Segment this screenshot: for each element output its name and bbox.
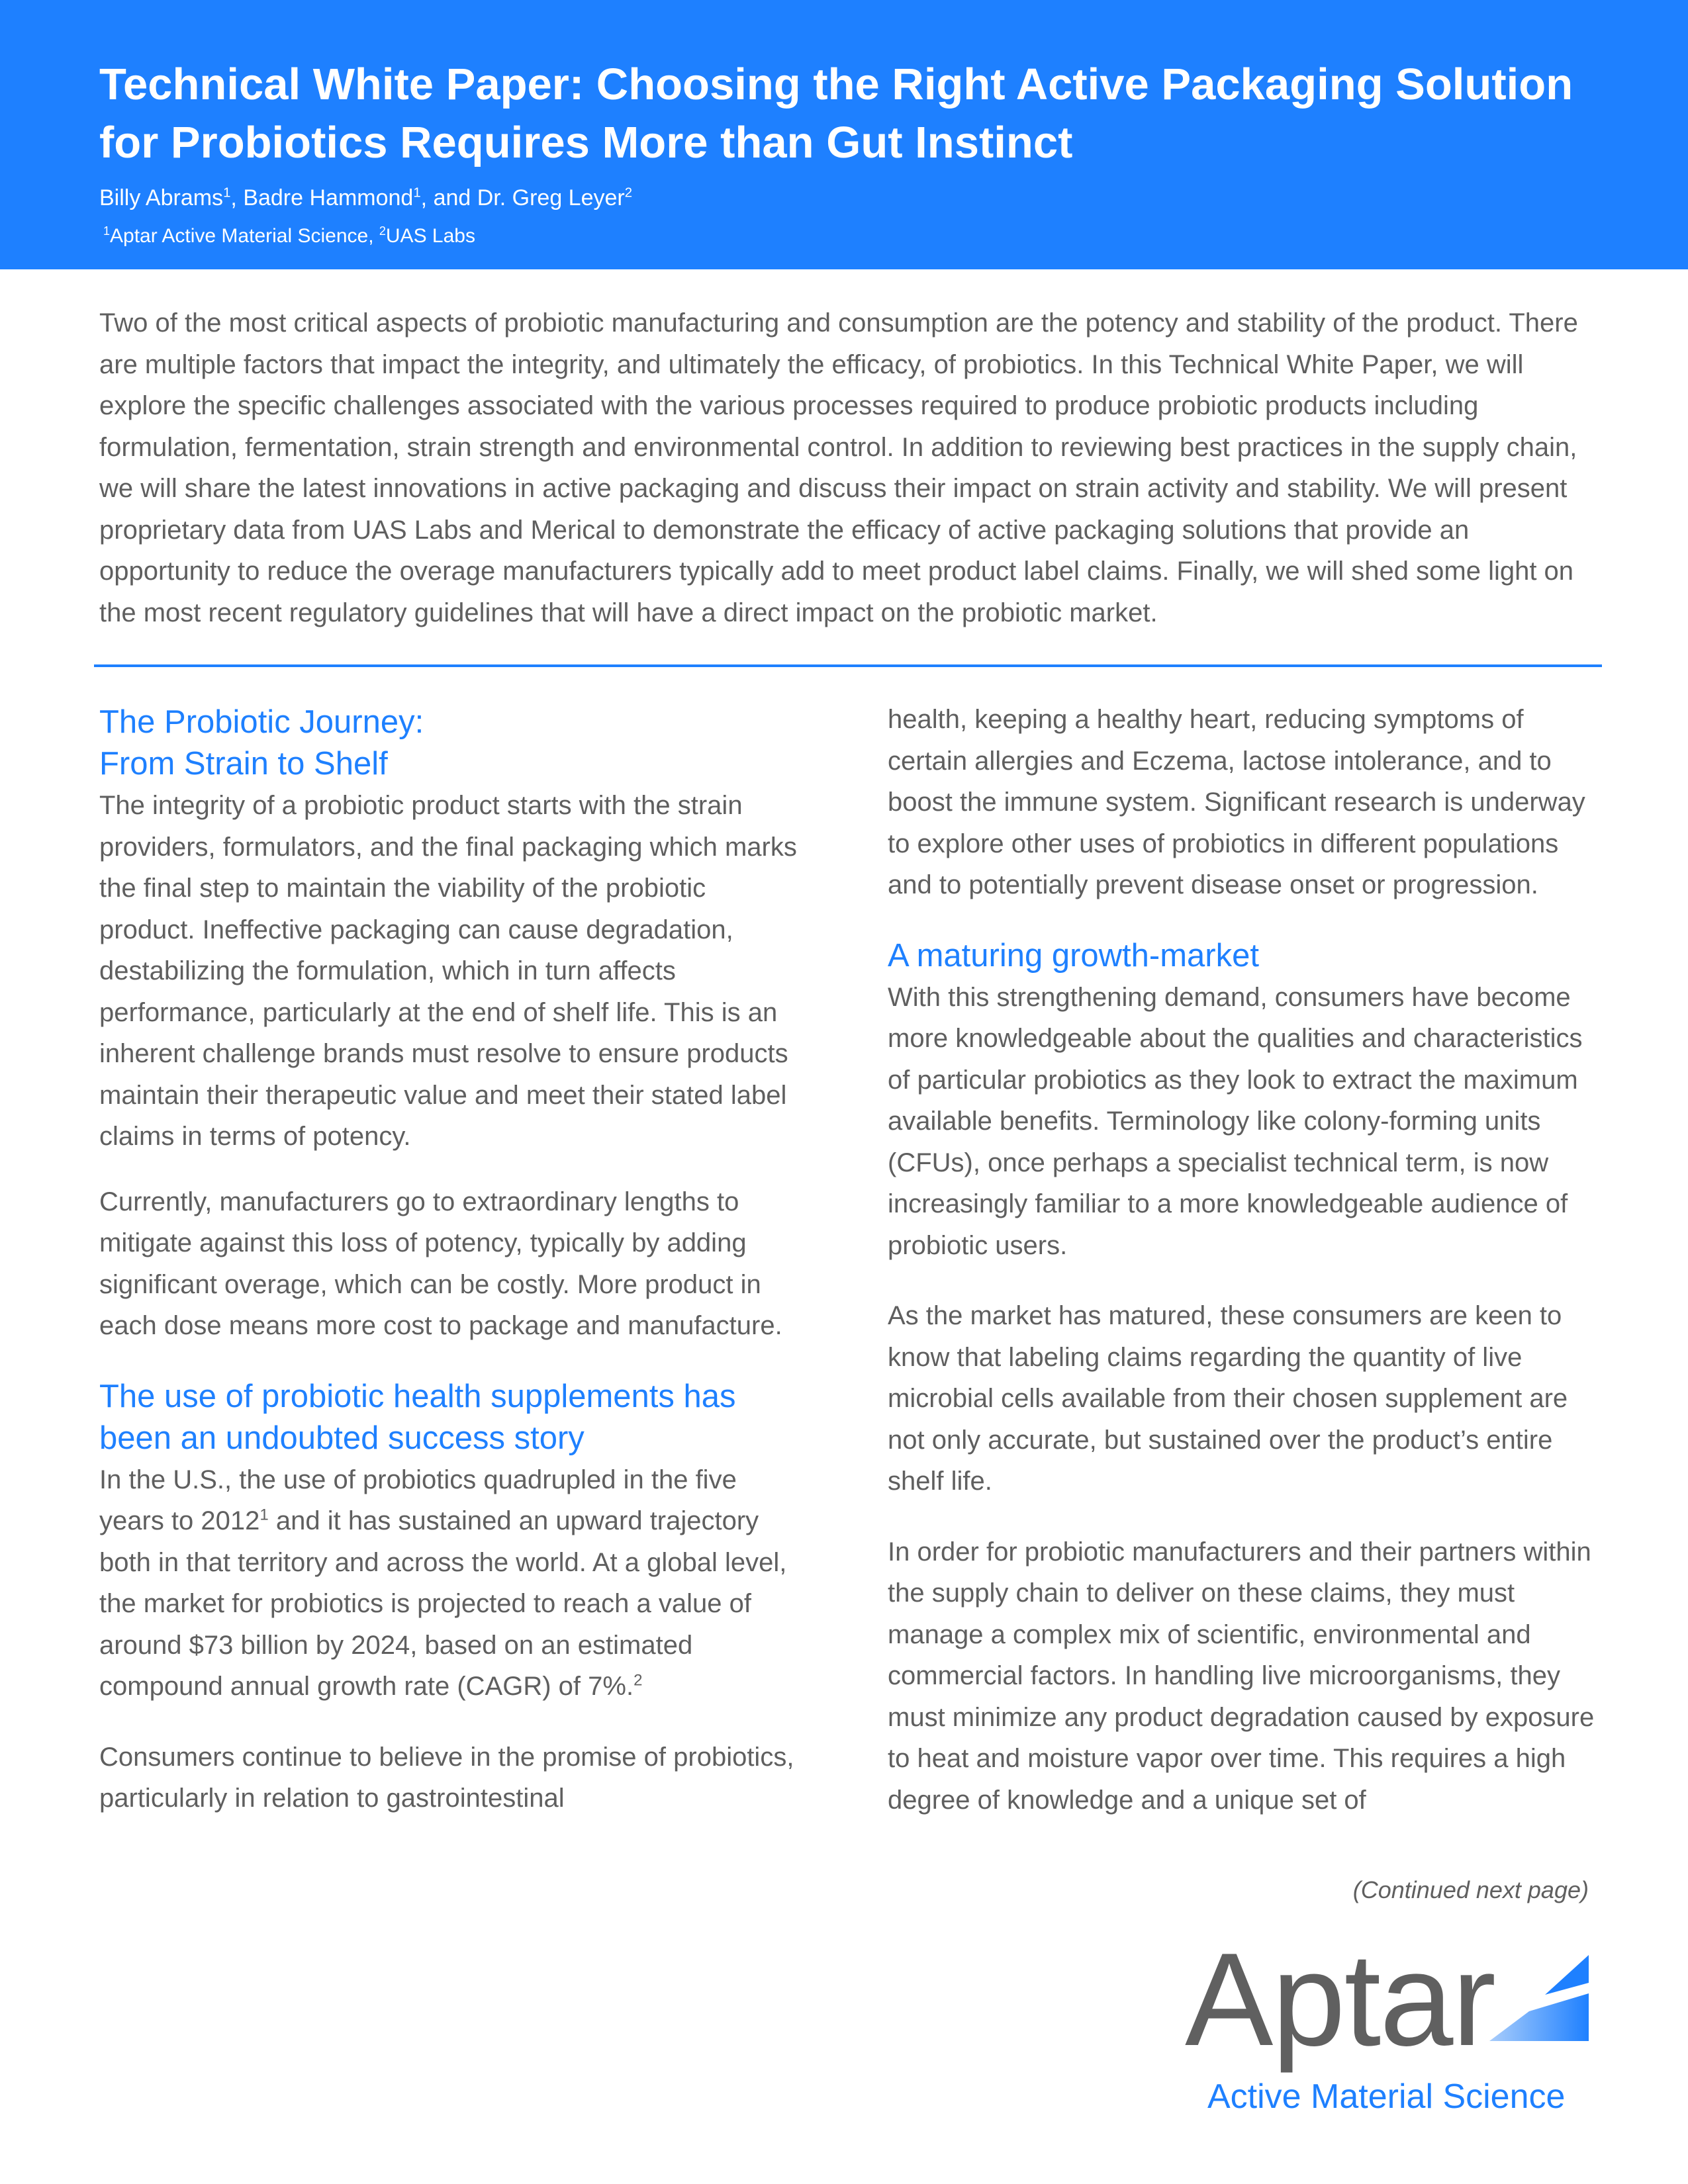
section-divider <box>94 664 1602 667</box>
logo-tagline: Active Material Science <box>1207 2077 1566 2116</box>
body-paragraph: As the market has matured, these consumers are keen to know that labeling claims regarding the quantity of live microbial cells available from their chosen supplement are not only accurate, but sustained over the product’s entire shelf life. <box>888 1301 1568 1496</box>
body-text: and it has sustained an upward trajectory both in that territory and across the world. At a global level, the market for probiotics is projected to reach a value of around $73 billion by 2024, based on an estimated compound annual growth rate (CAGR) of 7%. <box>99 1506 787 1701</box>
author-separator: , <box>230 185 244 210</box>
body-paragraph: With this strengthening demand, consumers have become more knowledgeable about the qualities and characteristics of particular probiotics as they look to extract the maximum available benefits. Terminology like colony-forming units (CFUs), once perhaps a specialist technical term, is now increasingly familiar to a more knowledgeable audience of probiotic users. <box>888 982 1583 1260</box>
body-paragraph: Consumers continue to believe in the promise of probiotics, particularly in relation to gastrointestinal <box>99 1742 794 1813</box>
author-name: Billy Abrams <box>99 185 224 210</box>
body-paragraph <box>99 1459 801 1707</box>
document-title: Technical White Paper: Choosing the Right Active Packaging Solution for Probiotics Requires More than Gut Instinct <box>99 60 1573 167</box>
aptar-wedge-icon <box>1489 1955 1589 2041</box>
body-text: In the U.S., the use of probiotics quadrupled in the five years to 2012 <box>99 1465 737 1535</box>
abstract-paragraph: Two of the most critical aspects of probiotic manufacturing and consumption are the potency and stability of the product. There are multiple factors that impact the integrity, and ultimately the efficacy, of probiotics. In this Technical White Paper, we will explore the specific challenges associated with the various processes required to produce probiotic products including formulation, fermentation, strain strength and environmental control. In addition to reviewing best practices in the supply chain, we will share the latest innovations in active packaging and discuss their impact on strain activity and stability. We will present proprietary data from UAS Labs and Merical to demonstrate the efficacy of active packaging solutions that provide an opportunity to reduce the overage manufacturers typically add to meet product label claims. Finally, we will shed some light on the most recent regulatory guidelines that will have a direct impact on the probiotic market. <box>99 308 1578 627</box>
left-column <box>99 702 801 1843</box>
affiliation-list <box>103 223 475 250</box>
right-column <box>888 699 1596 1844</box>
footnote-mark: 2 <box>633 1671 643 1690</box>
section-heading-maturing-market: A maturing growth-market <box>888 937 1259 974</box>
affiliation-name: Aptar Active Material Science <box>110 225 369 247</box>
body-paragraph: The integrity of a probiotic product starts with the strain providers, formulators, and the final packaging which marks the final step to maintain the viability of the probiotic product. Ineffective packaging can cause degradation, destabilizing the formulation, which in turn affects performance, particularly at the end of shelf life. This is an inherent challenge brands must resolve to ensure products maintain their therapeutic value and meet their stated label claims in terms of potency. <box>99 791 797 1151</box>
continued-note: (Continued next page) <box>1352 1876 1589 1903</box>
affiliation-mark: 1 <box>103 224 111 238</box>
affiliation-mark: 2 <box>624 185 633 201</box>
section-heading-probiotic-journey <box>99 702 801 785</box>
affiliation-mark: 1 <box>413 185 421 201</box>
author-separator: , and <box>420 185 477 210</box>
body-paragraph: In order for probiotic manufacturers and their partners within the supply chain to deliver on these claims, they must manage a complex mix of scientific, environmental and commercial factors. In handling live microorganisms, they must minimize any product degradation caused by exposure to heat and moisture vapor over time. This requires a high degree of knowledge and a unique set of <box>888 1537 1595 1815</box>
heading-line: The Probiotic Journey: <box>99 704 424 740</box>
affiliation-name: UAS Labs <box>385 225 475 247</box>
heading-line: From Strain to Shelf <box>99 746 388 782</box>
aptar-logo <box>1185 1926 1595 2118</box>
body-paragraph: health, keeping a healthy heart, reducing symptoms of certain allergies and Eczema, lactose intolerance, and to boost the immune system. Significant research is underway to explore other uses of probiotics in different populations and to potentially prevent disease onset or progression. <box>888 705 1585 899</box>
author-name: Dr. Greg Leyer <box>477 185 625 210</box>
logo-wordmark: Aptar <box>1185 1926 1495 2073</box>
affiliation-mark: 1 <box>223 185 231 201</box>
section-heading-success-story: The use of probiotic health supplements has been an undoubted success story <box>99 1378 736 1456</box>
affiliation-mark: 2 <box>379 224 386 238</box>
header-banner <box>0 0 1688 269</box>
author-name: Badre Hammond <box>243 185 414 210</box>
affiliation-separator: , <box>368 225 379 247</box>
footnote-mark: 1 <box>259 1506 269 1524</box>
author-list <box>99 183 632 212</box>
body-paragraph: Currently, manufacturers go to extraordinary lengths to mitigate against this loss of potency, typically by adding significant overage, which can be costly. More product in each dose means more cost to package and manufacture. <box>99 1187 782 1340</box>
